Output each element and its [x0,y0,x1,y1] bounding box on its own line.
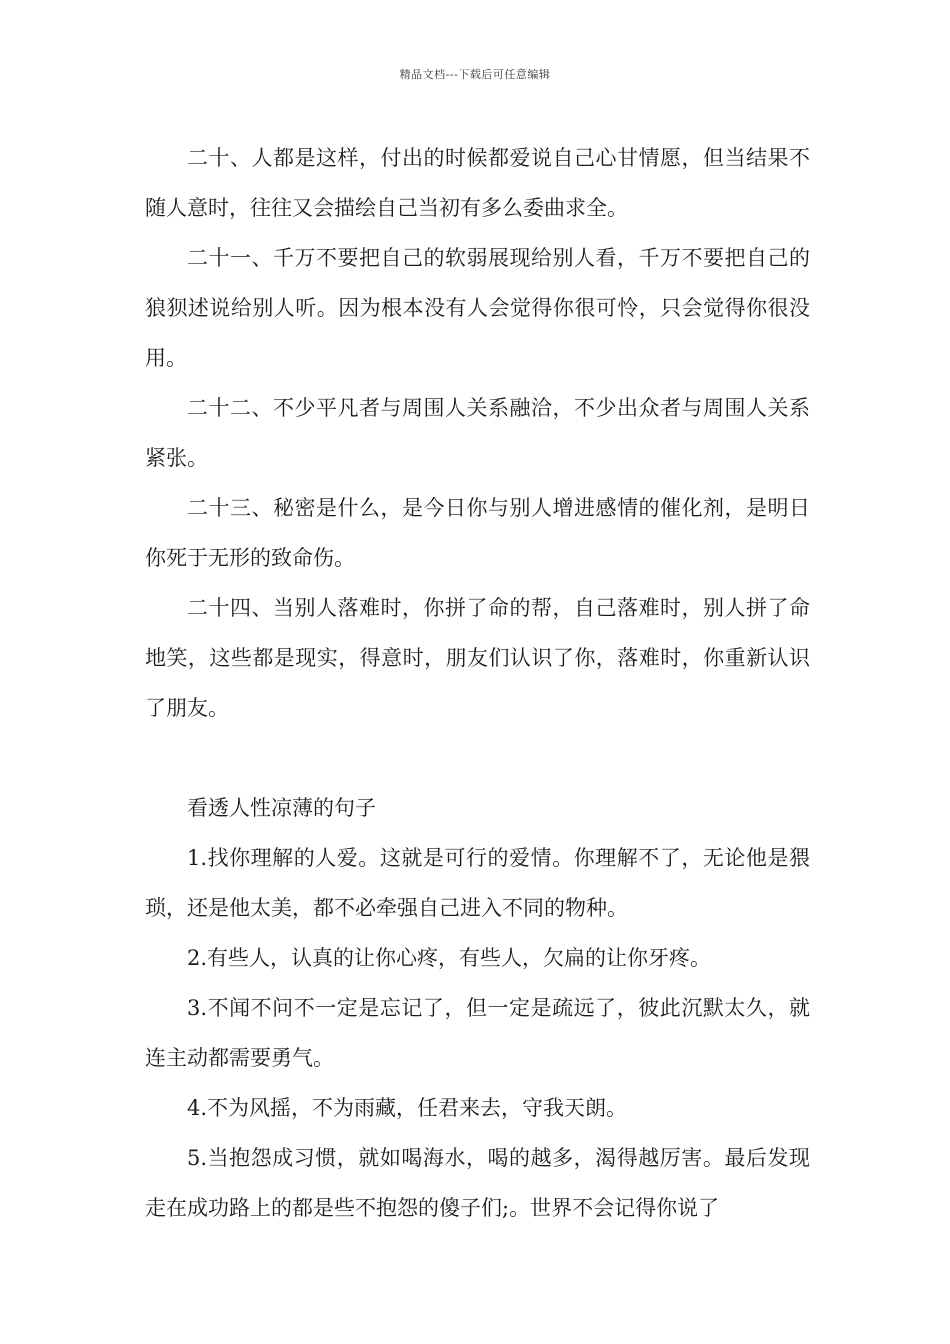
paragraph-22: 二十二、不少平凡者与周围人关系融洽，不少出众者与周围人关系紧张。 [145,396,810,470]
quote-item-5: 5.当抱怨成习惯，就如喝海水，喝的越多，渴得越厉害。最后发现走在成功路上的都是些不抱怨的傻子们;。世界不会记得你说了 [145,1146,810,1220]
quote-item-3: 3.不闻不问不一定是忘记了，但一定是疏远了，彼此沉默太久，就连主动都需要勇气。 [145,996,810,1070]
paragraph-21: 二十一、千万不要把自己的软弱展现给别人看，千万不要把自己的狼狈述说给别人听。因为根本没有人会觉得你很可怜，只会觉得你很没用。 [145,246,810,370]
paragraph-20: 二十、人都是这样，付出的时候都爱说自己心甘情愿，但当结果不随人意时，往往又会描绘自己当初有多么委曲求全。 [145,146,810,220]
paragraph-23: 二十三、秘密是什么，是今日你与别人增进感情的催化剂，是明日你死于无形的致命伤。 [145,496,810,570]
document-body [145,133,810,1233]
quote-item-1: 1.找你理解的人爱。这就是可行的爱情。你理解不了，无论他是猥琐，还是他太美，都不必牵强自己进入不同的物种。 [145,846,810,920]
section-spacer [145,733,810,783]
quote-item-4: 4.不为风摇，不为雨藏，任君来去，守我天朗。 [187,1096,628,1120]
page-header: 精品文档---下载后可任意编辑 [399,68,551,81]
quote-item-2: 2.有些人，认真的让你心疼，有些人，欠扁的让你牙疼。 [187,946,712,970]
section-heading: 看透人性凉薄的句子 [187,796,376,820]
paragraph-24: 二十四、当别人落难时，你拼了命的帮，自己落难时，别人拼了命地笑，这些都是现实，得意时，朋友们认识了你，落难时，你重新认识了朋友。 [145,596,810,720]
